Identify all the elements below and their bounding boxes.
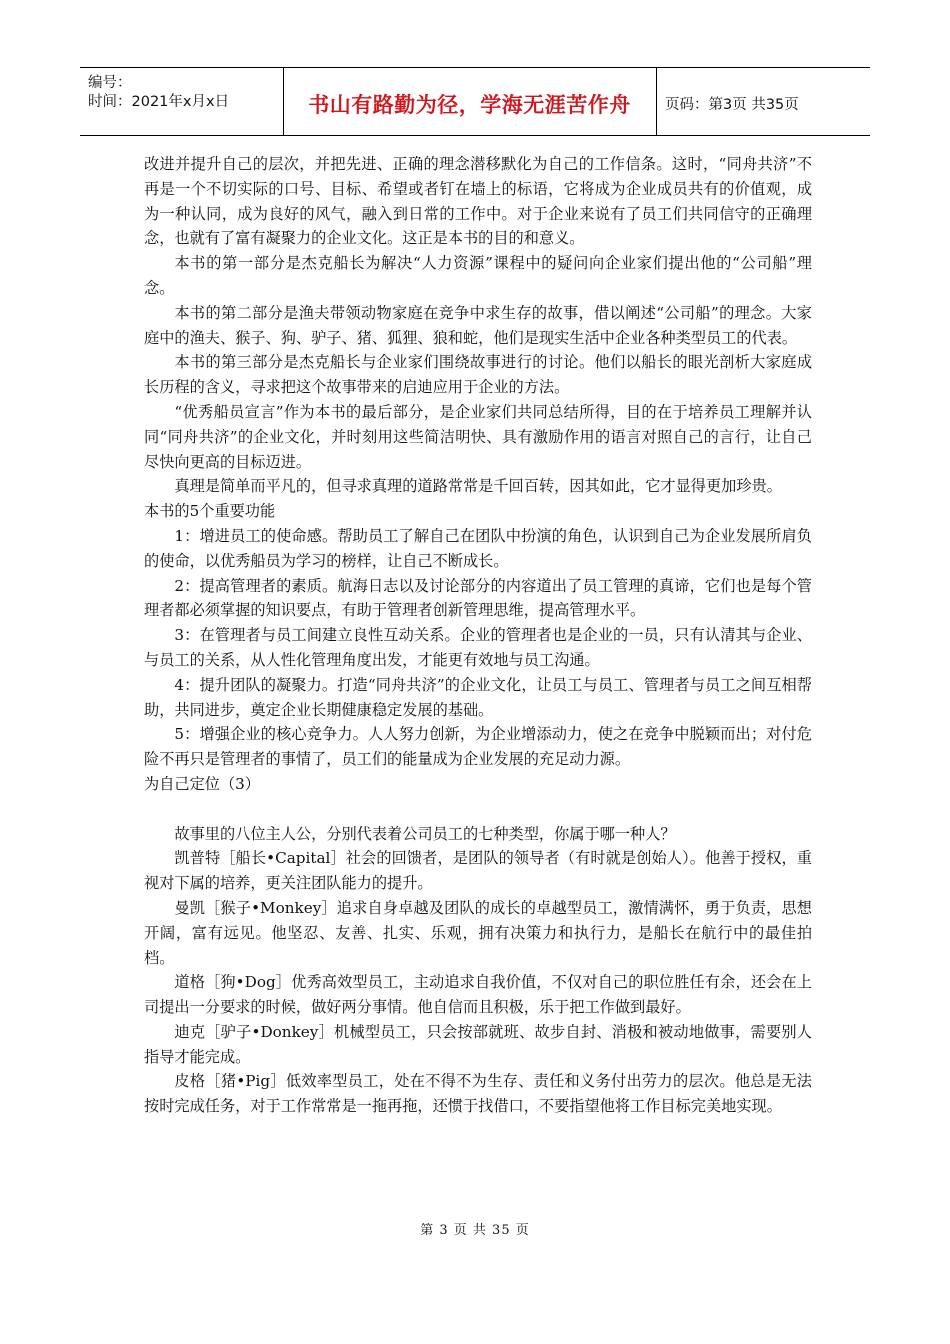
document-body [144, 152, 812, 1119]
body-paragraph: 真理是简单而平凡的，但寻求真理的道路常常是千回百转，因其如此，它才显得更加珍贵。 [174, 477, 782, 496]
body-paragraph: 3：在管理者与员工间建立良性互动关系。企业的管理者也是企业的一员，只有认清其与企业、与员工的关系，从人性化管理角度出发，才能更有效地与员工沟通。 [144, 626, 812, 669]
body-paragraph: 为自己定位（3） [144, 774, 260, 793]
body-paragraph: 2：提高管理者的素质。航海日志以及讨论部分的内容道出了员工管理的真谛，它们也是每个管理者都必须掌握的知识要点，有助于管理者创新管理思维，提高管理水平。 [144, 576, 812, 620]
body-paragraph: 曼凯［猴子•Monkey］追求自身卓越及团队的成长的卓越型员工，激情满怀，勇于负责，思想开阔，富有远见。他坚忍、友善、扎实、乐观，拥有决策力和执行力，是船长在航行中的最佳拍档。 [144, 898, 812, 967]
header-motto: 书山有路勤为径，学海无涯苦作舟 [308, 93, 631, 117]
header-bottom-rule [80, 135, 870, 136]
header-top-rule [80, 67, 870, 68]
body-paragraph: 本书的第一部分是杰克船长为解决“人力资源”课程中的疑问向企业家们提出他的“公司船”理念。 [144, 254, 812, 297]
body-paragraph: “优秀船员宣言”作为本书的最后部分，是企业家们共同总结所得，目的在于培养员工理解并认同“同舟共济”的企业文化，并时刻用这些简洁明快、具有激励作用的语言对照自己的言行，让自己尽快向更高的目标迈进。 [144, 402, 812, 471]
body-paragraph: 道格［狗•Dog］优秀高效型员工，主动追求自我价值，不仅对自己的职位胜任有余，还会在上司提出一分要求的时候，做好两分事情。他自信而且积极，乐于把工作做到最好。 [144, 973, 812, 1017]
body-paragraph: 改进并提升自己的层次，并把先进、正确的理念潜移默化为自己的工作信条。这时，“同舟共济”不再是一个不切实际的口号、目标、希望或者钉在墙上的标语，它将成为企业成员共有的价值观，成为一种认同，成为良好的风气，融入到日常的工作中。对于企业来说有了员工们共同信守的正确理念，也就有了富有凝聚力的企业文化。这正是本书的目的和意义。 [144, 155, 812, 248]
body-paragraph: 4：提升团队的凝聚力。打造“同舟共济”的企业文化，让员工与员工、管理者与员工之间互相帮助，共同进步，奠定企业长期健康稳定发展的基础。 [144, 675, 812, 719]
document-time-label: 时间：2021年x月x日 [88, 94, 230, 110]
body-paragraph [144, 797, 812, 822]
body-paragraph: 本书的5个重要功能 [144, 502, 276, 521]
body-paragraph: 5：增强企业的核心竞争力。人人努力创新，为企业增添动力，使之在竞争中脱颖而出；对付危险不再只是管理者的事情了，员工们的能量成为企业发展的充足动力源。 [144, 725, 812, 769]
body-paragraph: 本书的第二部分是渔夫带领动物家庭在竞争中求生存的故事，借以阐述“公司船”的理念。大家庭中的渔夫、猴子、狗、驴子、猪、狐狸、狼和蛇，他们是现实生活中企业各种类型员工的代表。 [144, 303, 812, 347]
page-footer: 第 3 页 共 35 页 [420, 1223, 530, 1238]
document-number-label: 编号： [88, 75, 132, 91]
header-divider-right [656, 67, 657, 135]
body-paragraph: 皮格［猪•Pig］低效率型员工，处在不得不为生存、责任和义务付出劳力的层次。他总是无法按时完成任务，对于工作常常是一拖再拖，还惯于找借口，不要指望他将工作目标完美地实现。 [144, 1072, 812, 1116]
body-paragraph: 1：增进员工的使命感。帮助员工了解自己在团队中扮演的角色，认识到自己为企业发展所肩负的使命，以优秀船员为学习的榜样，让自己不断成长。 [144, 526, 812, 570]
body-paragraph: 故事里的八位主人公，分别代表着公司员工的七种类型，你属于哪一种人？ [174, 824, 676, 843]
body-paragraph: 迪克［驴子•Donkey］机械型员工，只会按部就班、故步自封、消极和被动地做事，需要别人指导才能完成。 [144, 1022, 812, 1066]
header-page-info: 页码：第3页 共35页 [665, 97, 799, 113]
page-header [80, 67, 870, 135]
body-paragraph: 凯普特［船长•Capital］社会的回馈者，是团队的领导者（有时就是创始人）。他善于授权，重视对下属的培养，更关注团队能力的提升。 [144, 849, 812, 893]
body-paragraph: 本书的第三部分是杰克船长与企业家们围绕故事进行的讨论。他们以船长的眼光剖析大家庭成长历程的含义，寻求把这个故事带来的启迪应用于企业的方法。 [144, 353, 812, 397]
